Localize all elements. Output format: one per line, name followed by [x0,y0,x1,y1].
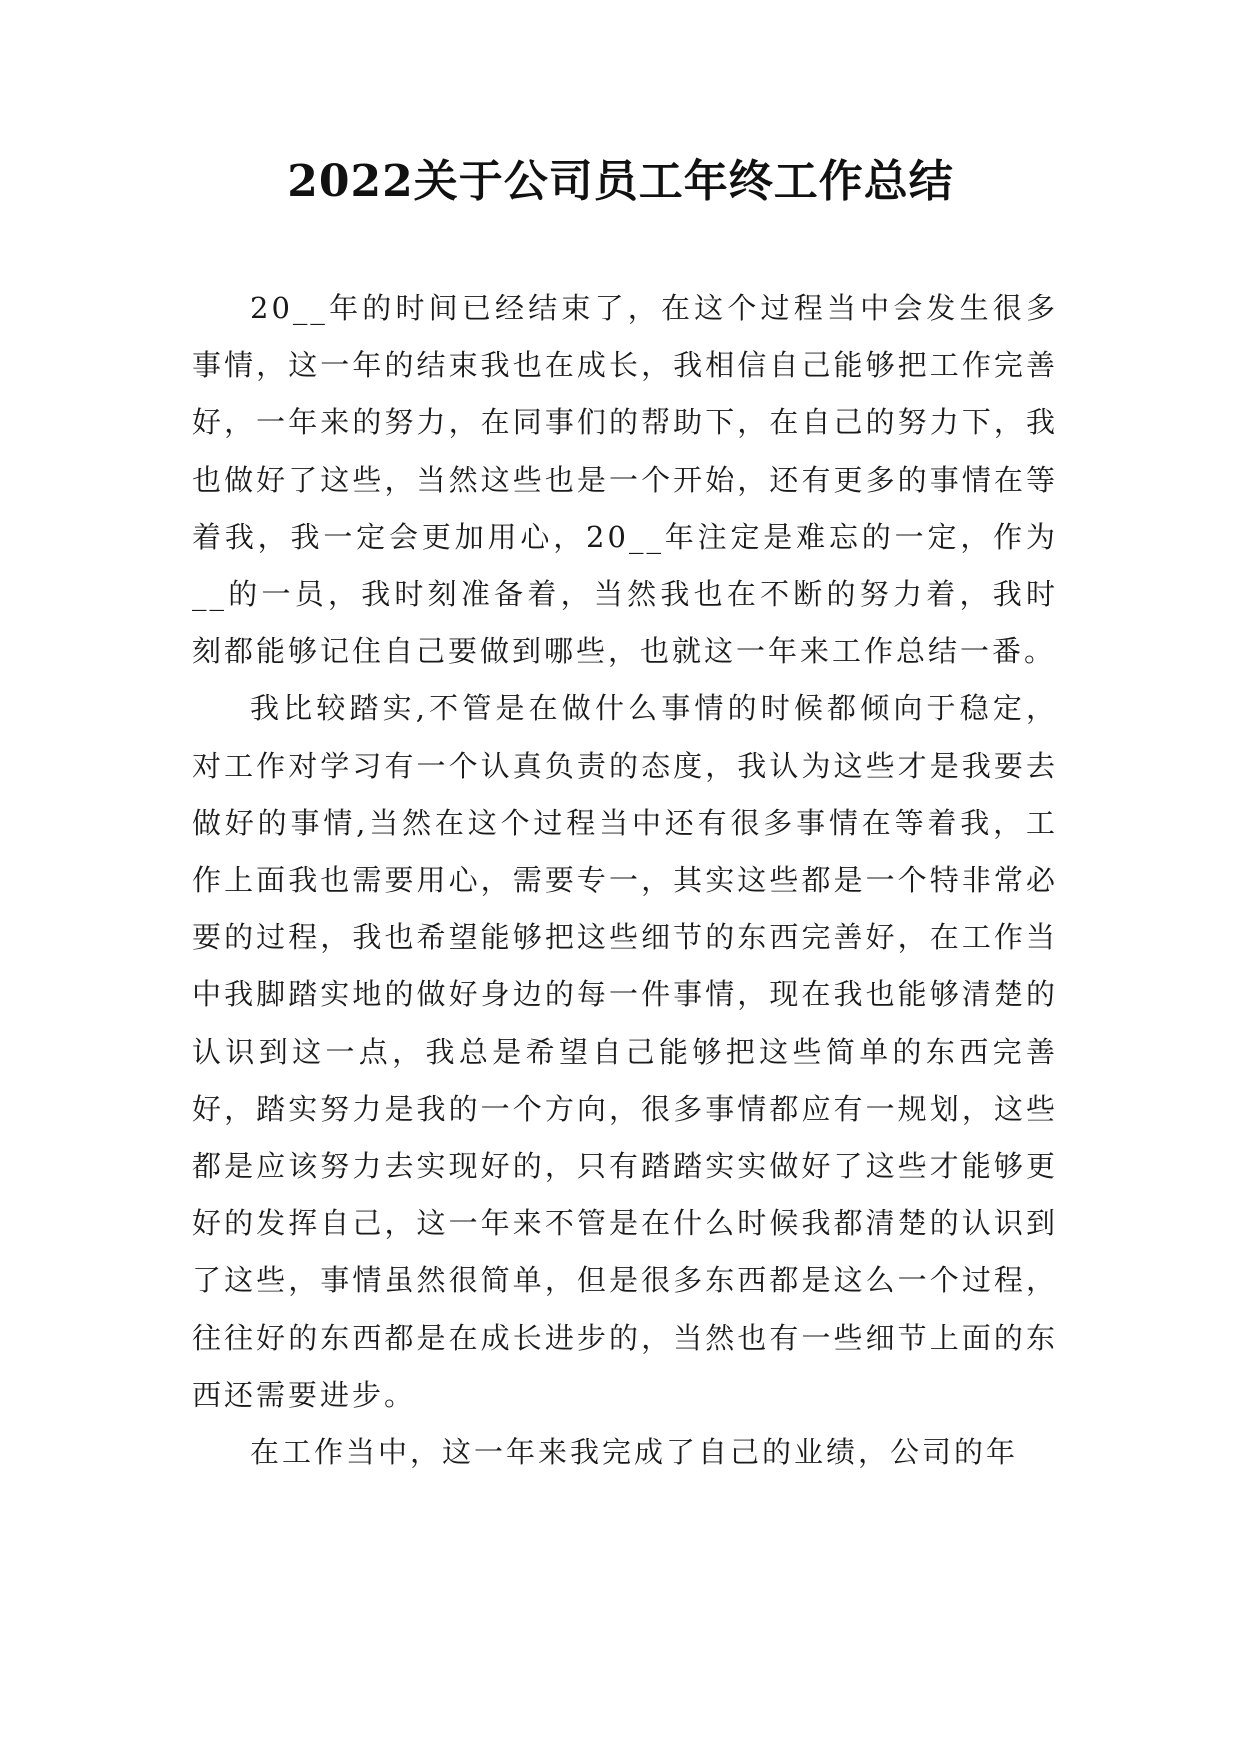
paragraph: 20__年的时间已经结束了，在这个过程当中会发生很多事情，这一年的结束我也在成长，我相信自己能够把工作完善好，一年来的努力，在同事们的帮助下，在自己的努力下，我也做好了这些，当然这些也是一个开始，还有更多的事情在等着我，我一定会更加用心，20__年注定是难忘的一定，作为__的一员，我时刻准备着，当然我也在不断的努力着，我时刻都能够记住自己要做到哪些，也就这一年来工作总结一番。 [192,291,1058,669]
document-body [192,280,1058,1481]
document-title: 2022关于公司员工年终工作总结 [287,156,954,207]
paragraph: 我比较踏实,不管是在做什么事情的时候都倾向于稳定，对工作对学习有一个认真负责的态度，我认为这些才是我要去做好的事情,当然在这个过程当中还有很多事情在等着我，工作上面我也需要用心，需要专一，其实这些都是一个特非常必要的过程，我也希望能够把这些细节的东西完善好，在工作当中我脚踏实地的做好身边的每一件事情，现在我也能够清楚的认识到这一点，我总是希望自己能够把这些简单的东西完善好，踏实努力是我的一个方向，很多事情都应有一规划，这些都是应该努力去实现好的，只有踏踏实实做好了这些才能够更好的发挥自己，这一年来不管是在什么时候我都清楚的认识到了这些，事情虽然很简单，但是很多东西都是这么一个过程，往往好的东西都是在成长进步的，当然也有一些细节上面的东西还需要进步。 [192,691,1058,1412]
paragraph: 在工作当中，这一年来我完成了自己的业绩，公司的年 [250,1435,1019,1470]
